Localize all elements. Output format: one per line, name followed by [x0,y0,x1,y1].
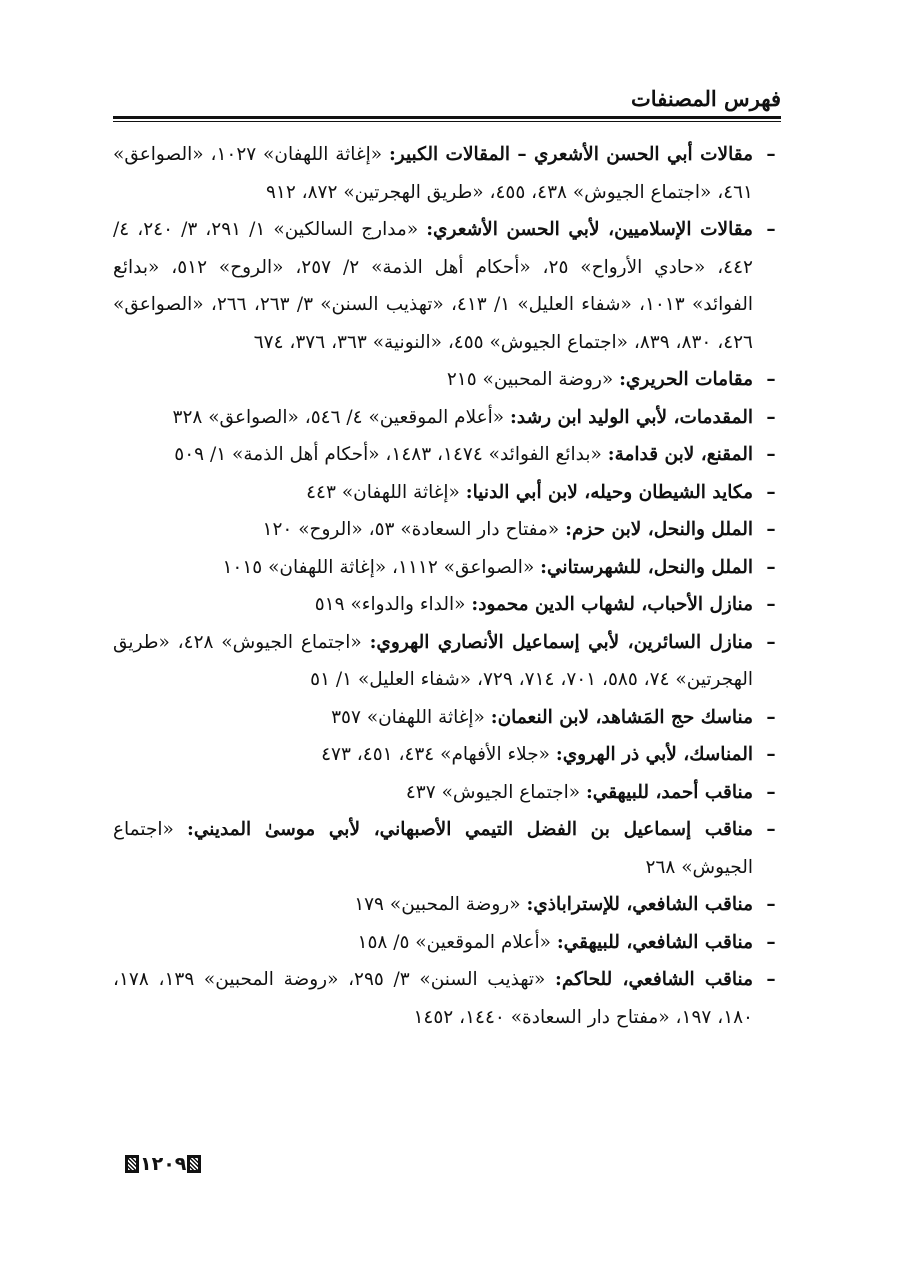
index-entry [113,136,781,211]
bullet-dash: – [766,444,776,465]
index-entry [113,586,781,624]
running-title: فهرس المصنفات [631,86,781,111]
index-entry [113,774,781,812]
bullet-dash: – [766,631,776,653]
entry-refs: «جلاء الأفهام» ٤٣٤، ٤٥١، ٤٧٣ [321,744,550,765]
entry-refs: «أعلام الموقعين» ٤/ ٥٤٦، «الصواعق» ٣٢٨ [172,406,505,428]
entry-refs: «الداء والدواء» ٥١٩ [314,594,466,615]
entry-title: الملل والنحل، للشهرستاني: [540,556,753,578]
entry-refs: «روضة المحبين» ١٧٩ [354,894,521,915]
bullet-dash: – [766,744,776,765]
index-entry [113,474,781,512]
index-entry [113,436,781,474]
bullet-dash: – [766,369,776,390]
index-entry [113,736,781,774]
bullet-dash: – [766,219,776,240]
bullet-dash: – [766,594,776,615]
bullet-dash: – [766,519,776,540]
entry-title: مكايد الشيطان وحيله، لابن أبي الدنيا: [465,481,753,503]
entry-title: مقالات الإسلاميين، لأبي الحسن الأشعري: [426,219,753,240]
ornament-icon [187,1155,201,1173]
index-entry [113,961,781,1036]
index-entry [113,886,781,924]
entry-refs: «اجتماع الجيوش» ٤٣٧ [405,781,581,803]
index-entry [113,811,781,886]
entry-title: المناسك، لأبي ذر الهروي: [555,744,753,765]
header-rule-thick [113,116,781,119]
index-entry [113,549,781,587]
entry-refs: «الصواعق» ١١١٢، «إغاثة اللهفان» ١٠١٥ [222,556,535,578]
bullet-dash: – [766,406,776,428]
index-entry [113,211,781,361]
entry-title: منازل الأحباب، لشهاب الدين محمود: [471,594,753,615]
entry-title: الملل والنحل، لابن حزم: [565,519,753,540]
entry-refs: «مدارج السالكين» ١/ ٢٩١، ٣/ ٢٤٠، ٤/ ٤٤٢، «حادي الأرواح» ٢٥، «أحكام أهل الذمة» ٢/ ٢٥٧، «الروح» ٥١٢، «بدائع الفوائد» ١٠١٣، «شفاء العليل» ١/ ٤١٣، «تهذيب السنن» ٣/ ٢٦٣، ٢٦٦، «الصواعق» ٤٢٦، ٨٣٠، ٨٣٩، «اجتماع الجيوش» ٤٥٥، «النونية» ٣٦٣، ٣٧٦، ٦٧٤ [113,219,753,353]
entry-refs: «أعلام الموقعين» ٥/ ١٥٨ [357,931,551,953]
entry-refs: «إغاثة اللهفان» ١٠٢٧، «الصواعق» ٤٦١، «اجتماع الجيوش» ٤٣٨، ٤٥٥، «طريق الهجرتين» ٨٧٢، ٩١٢ [113,144,753,203]
entry-refs: «إغاثة اللهفان» ٣٥٧ [331,706,485,728]
entry-title: مناقب إسماعيل بن الفضل التيمي الأصبهاني، لأبي موسىٰ المديني: [186,819,753,840]
entry-title: مناسك حج المَشاهد، لابن النعمان: [490,706,753,728]
index-entry [113,624,781,699]
page-footer [125,1153,201,1175]
index-entry [113,511,781,549]
entry-refs: «مفتاح دار السعادة» ٥٣، «الروح» ١٢٠ [262,519,560,540]
bullet-dash: – [766,894,776,915]
bullet-dash: – [766,706,776,728]
bullet-dash: – [766,556,776,578]
entry-title: مناقب أحمد، للبيهقي: [585,781,753,803]
entry-title: المقدمات، لأبي الوليد ابن رشد: [510,406,753,428]
bullet-dash: – [766,819,776,840]
entry-title: مناقب الشافعي، للحاكم: [555,969,753,990]
bullet-dash: – [766,144,776,165]
header-rule-thin [113,121,781,122]
entry-title: المقنع، لابن قدامة: [607,444,753,465]
entry-refs: «إغاثة اللهفان» ٤٤٣ [306,481,460,503]
entry-refs: «تهذيب السنن» ٣/ ٢٩٥، «روضة المحبين» ١٣٩، ١٧٨، ١٨٠، ١٩٧، «مفتاح دار السعادة» ١٤٤٠، ١٤٥٢ [113,969,753,1028]
bullet-dash: – [766,481,776,503]
entry-refs: «اجتماع الجيوش» ٤٢٨، «طريق الهجرتين» ٧٤، ٥٨٥، ٧٠١، ٧١٤، ٧٢٩، «شفاء العليل» ١/ ٥١ [113,631,753,690]
index-entries [113,136,781,1036]
bullet-dash: – [766,969,776,990]
entry-title: منازل السائرين، لأبي إسماعيل الأنصاري الهروي: [369,631,753,653]
entry-title: مناقب الشافعي، للإستراباذي: [526,894,753,915]
entry-title: مناقب الشافعي، للبيهقي: [556,931,753,953]
index-entry [113,361,781,399]
bullet-dash: – [766,931,776,953]
page-header [113,80,781,114]
ornament-icon [125,1155,139,1173]
entry-title: مقالات أبي الحسن الأشعري – المقالات الكبير: [388,144,753,165]
index-entry [113,399,781,437]
entry-title: مقامات الحريري: [619,369,753,390]
entry-refs: «اجتماع الجيوش» ٢٦٨ [113,819,753,878]
bullet-dash: – [766,781,776,803]
entry-refs: «روضة المحبين» ٢١٥ [446,369,614,390]
index-entry [113,699,781,737]
page-number: ١٢٠٩ [140,1153,187,1175]
entry-refs: «بدائع الفوائد» ١٤٧٤، ١٤٨٣، «أحكام أهل الذمة» ١/ ٥٠٩ [174,444,602,465]
index-entry [113,924,781,962]
